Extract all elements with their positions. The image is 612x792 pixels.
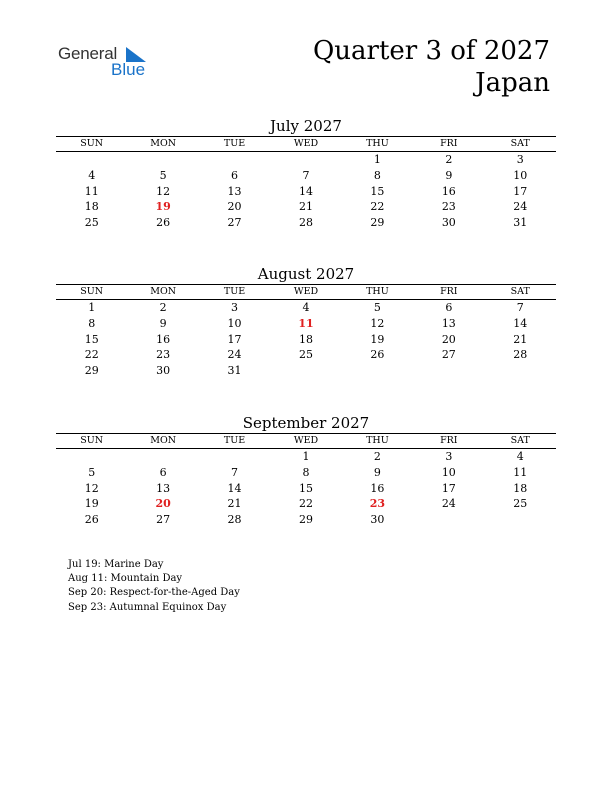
day-cell: 15	[84, 332, 99, 346]
week-row	[56, 152, 556, 168]
day-cell: 24	[513, 200, 528, 214]
day-cell: 22	[84, 348, 99, 362]
day-cell: 29	[84, 364, 99, 378]
day-cell: 2	[373, 450, 381, 463]
day-cell: 26	[370, 348, 385, 362]
day-cell: 18	[513, 481, 528, 495]
day-cell: 3	[231, 301, 239, 314]
day-cell: 26	[84, 513, 99, 527]
weekday-label: THU	[342, 137, 413, 152]
weekday-label: MON	[127, 434, 198, 449]
holiday-day-cell: 20	[155, 497, 171, 511]
day-cell: 30	[441, 216, 456, 230]
weekday-label: SAT	[485, 137, 556, 152]
empty-day-cell	[56, 449, 127, 465]
month-calendar	[56, 433, 556, 528]
day-cell: 10	[227, 316, 242, 330]
week-row	[56, 168, 556, 184]
day-cell: 24	[227, 348, 242, 362]
weekday-label: WED	[270, 285, 341, 300]
weekday-header-row	[56, 137, 556, 152]
day-cell: 13	[441, 316, 456, 330]
day-cell: 9	[159, 316, 167, 330]
empty-day-cell	[127, 152, 198, 168]
day-cell: 18	[298, 332, 313, 346]
weekday-label: TUE	[199, 285, 270, 300]
month-calendar	[56, 284, 556, 379]
day-cell: 23	[441, 200, 456, 214]
day-cell: 16	[370, 481, 385, 495]
week-row	[56, 347, 556, 363]
day-cell: 3	[516, 153, 524, 166]
empty-day-cell	[485, 512, 556, 528]
month-title: September 2027	[242, 414, 370, 432]
holiday-note: Sep 20: Respect-for-the-Aged Day	[68, 587, 240, 599]
day-cell: 28	[298, 216, 313, 230]
day-cell: 11	[84, 184, 99, 198]
weekday-label: SUN	[56, 434, 127, 449]
day-cell: 6	[231, 168, 239, 182]
day-cell: 14	[513, 316, 528, 330]
weekday-label: THU	[342, 434, 413, 449]
holiday-notes	[68, 558, 240, 615]
day-cell: 28	[227, 513, 242, 527]
weekday-label: THU	[342, 285, 413, 300]
day-cell: 16	[441, 184, 456, 198]
day-cell: 13	[156, 481, 171, 495]
week-row	[56, 184, 556, 200]
week-row	[56, 215, 556, 231]
weekday-label: SUN	[56, 137, 127, 152]
day-cell: 20	[227, 200, 242, 214]
weekday-label: MON	[127, 137, 198, 152]
month-title: July 2027	[270, 117, 342, 135]
quarter-title: Quarter 3 of 2027	[312, 36, 550, 66]
month-august	[56, 264, 556, 379]
day-cell: 17	[513, 184, 528, 198]
day-cell: 2	[445, 153, 453, 166]
month-title: August 2027	[257, 265, 355, 283]
day-cell: 3	[445, 450, 453, 463]
day-cell: 10	[513, 168, 528, 182]
day-cell: 11	[513, 465, 528, 479]
empty-day-cell	[270, 363, 341, 379]
holiday-day-cell: 19	[155, 200, 171, 214]
day-cell: 22	[298, 497, 313, 511]
holiday-note: Jul 19: Marine Day	[68, 559, 164, 570]
weekday-label: FRI	[413, 285, 484, 300]
weekday-label: MON	[127, 285, 198, 300]
day-cell: 5	[373, 301, 381, 314]
day-cell: 8	[302, 465, 310, 479]
week-row	[56, 512, 556, 528]
day-cell: 23	[156, 348, 171, 362]
day-cell: 2	[159, 301, 167, 314]
day-cell: 7	[231, 465, 239, 479]
empty-day-cell	[199, 449, 270, 465]
day-cell: 29	[370, 216, 385, 230]
holiday-note: Sep 23: Autumnal Equinox Day	[68, 601, 227, 613]
brand-logo	[58, 44, 158, 80]
empty-day-cell	[342, 363, 413, 379]
country-title: Japan	[475, 68, 550, 98]
day-cell: 16	[156, 332, 171, 346]
holiday-note: Aug 11: Mountain Day	[68, 573, 183, 585]
day-cell: 27	[227, 216, 242, 230]
day-cell: 1	[88, 301, 96, 314]
day-cell: 31	[227, 364, 242, 378]
day-cell: 9	[373, 465, 381, 479]
logo-word-blue: Blue	[111, 60, 146, 79]
day-cell: 21	[298, 200, 313, 214]
day-cell: 30	[156, 364, 171, 378]
week-row	[56, 465, 556, 481]
day-cell: 19	[84, 497, 99, 511]
day-cell: 4	[88, 168, 96, 182]
day-cell: 7	[302, 168, 310, 182]
day-cell: 10	[441, 465, 456, 479]
day-cell: 7	[516, 301, 524, 314]
day-cell: 28	[513, 348, 528, 362]
day-cell: 5	[88, 465, 96, 479]
day-cell: 26	[156, 216, 171, 230]
empty-day-cell	[270, 152, 341, 168]
day-cell: 9	[445, 168, 453, 182]
week-row	[56, 449, 556, 465]
day-cell: 27	[441, 348, 456, 362]
day-cell: 8	[88, 316, 96, 330]
day-cell: 21	[513, 332, 528, 346]
day-cell: 31	[513, 216, 528, 230]
weekday-label: SAT	[485, 434, 556, 449]
empty-day-cell	[413, 512, 484, 528]
day-cell: 14	[227, 481, 242, 495]
empty-day-cell	[199, 152, 270, 168]
holiday-day-cell: 23	[369, 497, 386, 511]
day-cell: 12	[370, 316, 385, 330]
day-cell: 5	[159, 168, 167, 182]
weekday-label: TUE	[199, 137, 270, 152]
day-cell: 8	[373, 168, 381, 182]
day-cell: 17	[441, 481, 456, 495]
day-cell: 12	[84, 481, 99, 495]
month-july	[56, 116, 556, 231]
logo-word-general: General	[58, 44, 118, 63]
day-cell: 19	[370, 332, 385, 346]
day-cell: 4	[516, 450, 524, 463]
day-cell: 21	[227, 497, 242, 511]
week-row	[56, 199, 556, 215]
day-cell: 15	[370, 184, 385, 198]
day-cell: 17	[227, 332, 242, 346]
day-cell: 29	[298, 513, 313, 527]
week-row	[56, 363, 556, 379]
weekday-label: WED	[270, 434, 341, 449]
day-cell: 22	[370, 200, 385, 214]
week-row	[56, 300, 556, 316]
holiday-day-cell: 11	[298, 316, 314, 330]
week-row	[56, 316, 556, 332]
week-row	[56, 496, 556, 512]
empty-day-cell	[413, 363, 484, 379]
weekday-label: WED	[270, 137, 341, 152]
day-cell: 25	[84, 216, 99, 230]
day-cell: 15	[298, 481, 313, 495]
day-cell: 25	[298, 348, 313, 362]
month-calendar	[56, 136, 556, 231]
weekday-label: FRI	[413, 434, 484, 449]
day-cell: 30	[370, 513, 385, 527]
month-september	[56, 413, 556, 528]
empty-day-cell	[56, 152, 127, 168]
day-cell: 24	[441, 497, 456, 511]
week-row	[56, 481, 556, 497]
day-cell: 18	[84, 200, 99, 214]
empty-day-cell	[127, 449, 198, 465]
weekday-header-row	[56, 434, 556, 449]
day-cell: 1	[373, 153, 381, 166]
day-cell: 25	[513, 497, 528, 511]
weekday-label: SAT	[485, 285, 556, 300]
weekday-label: TUE	[199, 434, 270, 449]
day-cell: 13	[227, 184, 242, 198]
day-cell: 27	[156, 513, 171, 527]
weekday-label: SUN	[56, 285, 127, 300]
day-cell: 12	[156, 184, 171, 198]
day-cell: 4	[302, 301, 310, 314]
weekday-header-row	[56, 285, 556, 300]
weekday-label: FRI	[413, 137, 484, 152]
empty-day-cell	[485, 363, 556, 379]
week-row	[56, 332, 556, 348]
day-cell: 6	[445, 301, 453, 314]
day-cell: 6	[159, 465, 167, 479]
day-cell: 14	[298, 184, 313, 198]
day-cell: 1	[302, 450, 310, 463]
day-cell: 20	[441, 332, 456, 346]
